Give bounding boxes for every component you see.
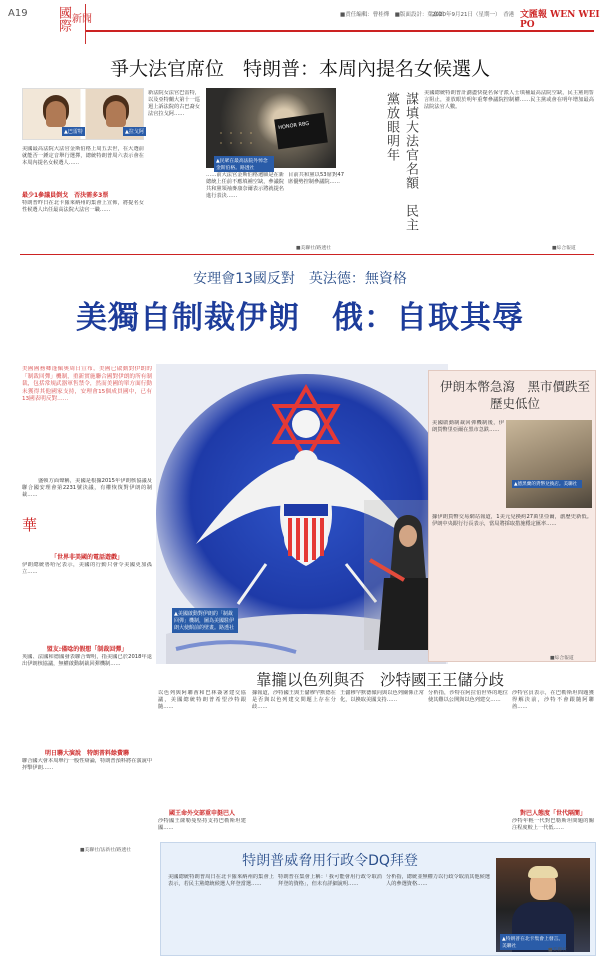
main-column: 盛頓方面聲稱，美國是根據2015年伊朗核協議及聯合國安理會第2231號決議，有權恢復對伊朗的制裁…… <box>22 478 152 498</box>
story1-side-column: 美國總統特朗普計劃盡快提名保守派人士填補最高法院空缺，民主黨則誓言阻止，並放眼於明年重奪參議院控制權……民主黨或會在明年增加最高法院法官人數。 <box>424 90 594 110</box>
vertical-headline: 謀填大法官名額 民主黨放眼明年 <box>384 92 418 232</box>
sidebar-title: 伊朗本幣急瀉 黑市價跌至歷史低位 <box>440 379 591 411</box>
story1-column: 新法院女法官巴雷特，以及亞特蘭大第十一巡迴上訴法院的古巴裔女法官拉戈阿…… <box>148 90 200 117</box>
main-column: 英國、法國和德國發表聯合聲明，指美國已於2018年退出伊朗核協議，無權啟動制裁回彈機制…… <box>22 654 152 667</box>
editors-line: ■責任編輯：曹桂燁 ■版面設計：葉嘉穎 <box>340 12 444 18</box>
main-subhead: 明日聯大演說 特朗普料餘費聯 <box>44 750 129 757</box>
saudi-column: 沙特國王薩勒曼堅持支持巴勒斯坦建國…… <box>158 818 246 831</box>
story1-column: 美國最高法院大法官金斯伯格上周五去世，在大選前就能否一錘定音舉行選擇，總統特朗普周六表示會在本周內提名女候選人…… <box>22 146 144 166</box>
main-subhead: 盟友:僅唸的假想「制裁回彈」 <box>46 646 128 653</box>
page-number: A19 <box>8 8 28 19</box>
main-headline: 美獨自制裁伊朗 俄：自取其辱 <box>76 300 524 336</box>
masthead-rule <box>86 30 594 32</box>
section-subtitle: 新聞 <box>72 14 92 25</box>
story1-column: 目前共和黨以53席對47席優勢控制參議院…… <box>288 172 344 185</box>
photo-caption: ▲德黑蘭的貨幣兌換店。美聯社 <box>512 480 582 488</box>
sidebar-column: 特朗普在集會上稱：「我可能會用行政令取消拜登的資格」，但未有詳細說明…… <box>278 874 382 887</box>
photo-caption: ▲巴雷特 <box>64 129 83 135</box>
drop-cap: 華 <box>22 516 38 534</box>
sidebar-column: 據伊朗貨幣交易網站報道，1美元兌換約27萬里亞爾，創歷史新低。伊朗中央銀行行長表示，當局將採取措施穩定匯率…… <box>432 514 592 527</box>
sidebar-title: 特朗普威脅用行政令DQ拜登 <box>242 853 418 869</box>
main-lead: 美國國務卿蓬佩奧周日宣布，美國已啟動對伊朗的「制裁回彈」機制，重新實施聯合國對伊朗的所有制裁，包括常規武器軍售禁令，然而美國的單方面行動未獲得其他國家支持，安理會15個成員國中，已有13國表明反對…… <box>22 366 152 403</box>
photo-caption: ▲民眾在最高法院外悼念金斯伯格。路透社 <box>214 156 274 172</box>
photo-caption: ▲拉戈阿 <box>125 129 144 135</box>
saudi-column: 以色列與阿聯酋和巴林簽署建交協議，美國總統特朗普希望沙特跟隨…… <box>158 690 246 710</box>
saudi-subhead: 對巴人態度「世代隔閡」 <box>519 810 586 817</box>
credit: ■綜合報道 <box>552 246 576 251</box>
story1-headline: 爭大法官席位 特朗普：本周內提名女候選人 <box>109 58 490 80</box>
credit: ■美聯社 <box>548 948 567 953</box>
story1-subhead: 最少1參議員倒戈 否決需多3票 <box>22 192 109 199</box>
section-title: 國際 <box>56 6 71 32</box>
main-subheadline: 安理會13國反對 英法德：無資格 <box>193 271 407 287</box>
section-rule <box>20 254 594 255</box>
credit: ■綜合報道 <box>550 656 574 661</box>
sidebar-column: 美國總統特朗普周日在北卡羅來納州的集會上表示，若民主黨總統候選人拜登當選…… <box>168 874 274 887</box>
saudi-subhead: 國王命外交部重申挺巴人 <box>168 810 235 817</box>
credit: ■美聯社/路透社 <box>296 246 331 251</box>
saudi-column: 王儲穆罕默德傾向與以色列關係正常化，以換取美國支持…… <box>340 690 424 703</box>
saudi-headline: 靠攏以色列與否 沙特國王王儲分歧 <box>255 671 504 689</box>
protest-sign: HONOR RBG <box>274 113 328 150</box>
photo-caption: ▲特朗普在北卡集會上發言。美聯社 <box>500 934 566 950</box>
credit: ■美聯社/法新社/路透社 <box>80 848 131 853</box>
photo-caption: ▲美國啟動對伊朗的「制裁回彈」機制，圖為美國駐伊朗大使館前的壁畫。路透社 <box>172 608 238 633</box>
saudi-column: 沙特官員表示，在巴勒斯坦問題獲得解決前，沙特不會跟隨阿聯酋…… <box>512 690 594 710</box>
date-line: 2020年9月21日（星期一） 香港 <box>432 12 515 18</box>
main-column: 伊朗總統魯哈尼表示，美國的行動只會令美國更加孤立…… <box>22 562 152 575</box>
saudi-column: 分析指，沙特在阿拉伯世界的地位使其難以公開與以色列建交…… <box>428 690 508 703</box>
sidebar-column: 美國啟動制裁回彈機制後，伊朗貨幣里亞爾在黑市急跌…… <box>432 420 504 433</box>
story1-column: 特朗普昨日在北卡羅來納州的集會上宣佈，將提名女性候選人出任最高法院大法官一職…… <box>22 200 144 213</box>
currency-shop-photo <box>506 420 592 508</box>
saudi-column: 據報道，沙特國王與王儲穆罕默德在是否與以色列建交問題上存在分歧…… <box>252 690 336 710</box>
paper-logo: 文匯報 WEN WEI PO <box>520 10 600 30</box>
story1-column: ……前大法官金斯伯格遺願是在新總統上任前不應填補空缺，參議院共和黨領袖麥康奈爾表示將就提名進行表決…… <box>206 172 284 199</box>
main-subhead: 「世界非美國的電話遊戲」 <box>50 554 123 561</box>
main-column: 聯合國大會本周舉行一般性辯論，特朗普預料將在演說中抨擊伊朗…… <box>22 758 152 771</box>
saudi-column: 沙特年輕一代對巴勒斯坦問題的關注程度較上一代低…… <box>512 818 594 831</box>
sidebar-column: 分析指，總統並無權力以行政令取消其他候選人的參選資格…… <box>386 874 490 887</box>
